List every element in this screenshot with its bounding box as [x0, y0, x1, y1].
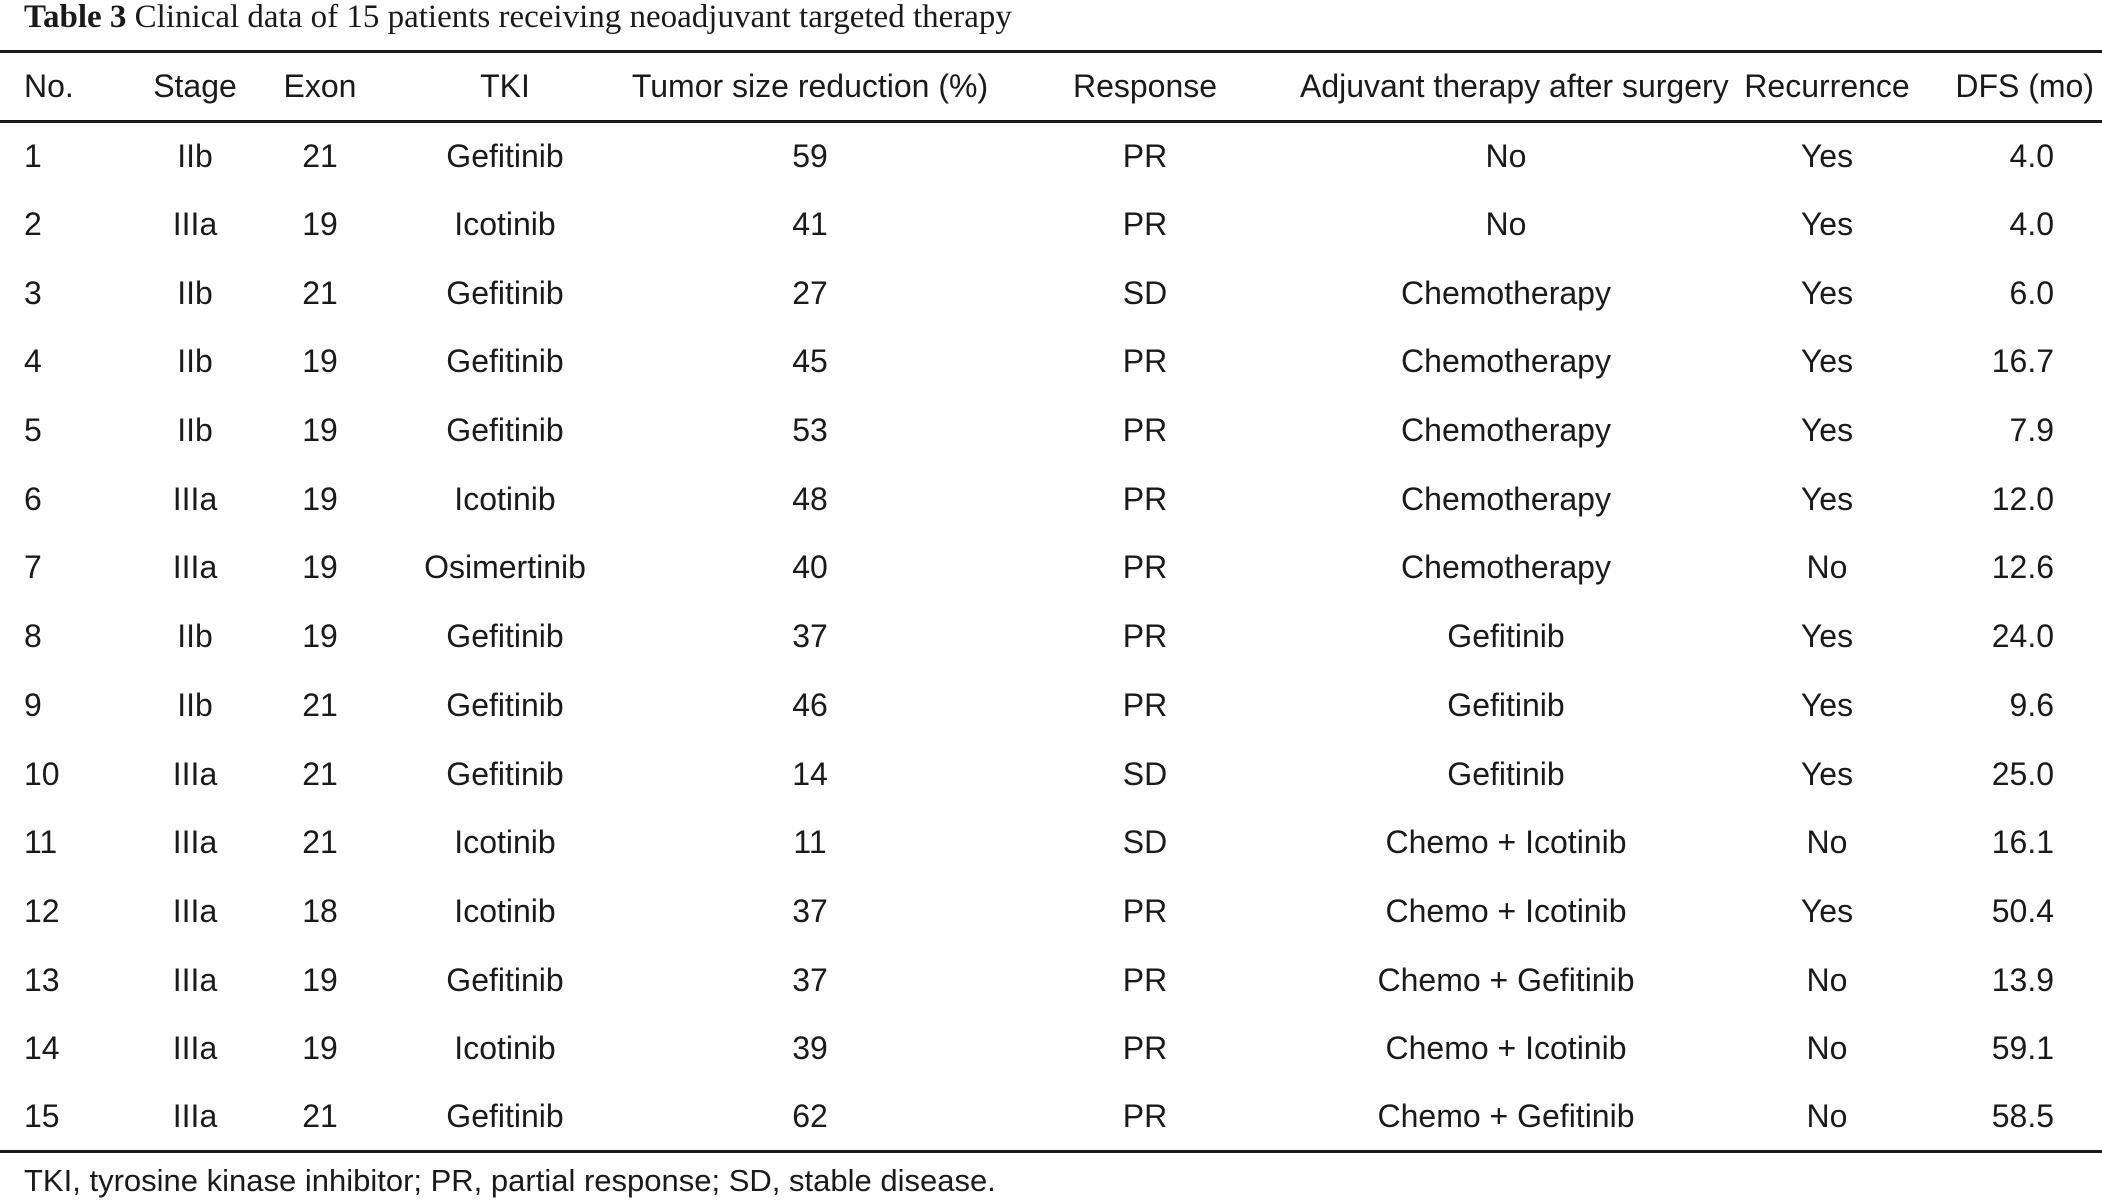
table-row: [0, 259, 2102, 328]
cell-dfs: 6.0: [2009, 274, 2054, 311]
table-row: [0, 190, 2102, 259]
cell-recurrence: Yes: [1800, 343, 1854, 380]
cell-no: 3: [24, 274, 42, 311]
cell-stage: IIIa: [172, 755, 218, 792]
cell-response: SD: [1122, 755, 1168, 792]
cell-response: PR: [990, 1083, 1300, 1152]
cell-recurrence: Yes: [1800, 206, 1854, 243]
cell-recurrence: Yes: [1800, 480, 1854, 517]
cell-dfs: 4.0: [2009, 206, 2054, 243]
header-tumor-size-reduction: Tumor size reduction (%): [630, 52, 990, 122]
cell-exon: 21: [302, 138, 338, 175]
cell-adjuvant-therapy: Chemotherapy: [1401, 343, 1611, 380]
cell-exon: 21: [260, 1083, 380, 1152]
cell-recurrence: No: [1806, 961, 1848, 998]
cell-tki: Gefitinib: [380, 1083, 630, 1152]
cell-no: 2: [24, 206, 42, 243]
cell-tki: Gefitinib: [446, 412, 564, 449]
cell-response: PR: [1122, 138, 1168, 175]
cell-tki: Gefitinib: [446, 686, 564, 723]
cell-exon: 21: [302, 686, 338, 723]
cell-no: 9: [24, 686, 42, 723]
cell-no: 1: [24, 138, 42, 175]
table-row: [0, 1014, 2102, 1083]
cell-stage: IIb: [177, 412, 213, 449]
cell-tumor-size-reduction: 41: [792, 206, 828, 243]
cell-dfs: 13.9: [1991, 961, 2054, 998]
header-exon: Exon: [260, 52, 380, 122]
cell-tumor-size-reduction: 27: [792, 274, 828, 311]
cell-dfs: 12.0: [1991, 480, 2054, 517]
cell-tumor-size-reduction: 40: [792, 549, 828, 586]
cell-response: PR: [1122, 412, 1168, 449]
cell-tki: Gefitinib: [446, 961, 564, 998]
cell-tki: Gefitinib: [446, 343, 564, 380]
cell-stage: IIIa: [172, 206, 218, 243]
cell-tumor-size-reduction: 14: [792, 755, 828, 792]
table-row: [0, 808, 2102, 877]
cell-stage: IIb: [177, 343, 213, 380]
clinical-data-table: [0, 50, 2102, 1153]
cell-tumor-size-reduction: 11: [793, 824, 827, 861]
cell-tki: Osimertinib: [424, 549, 586, 586]
table-header-row: [0, 52, 2102, 122]
cell-tki: Icotinib: [454, 1030, 556, 1067]
cell-dfs: 16.7: [1991, 343, 2054, 380]
cell-tki: Icotinib: [454, 480, 556, 517]
cell-adjuvant-therapy: Chemo + Icotinib: [1385, 824, 1627, 861]
cell-recurrence: Yes: [1800, 892, 1854, 929]
header-response: Response: [990, 52, 1300, 122]
cell-recurrence: Yes: [1800, 274, 1854, 311]
cell-dfs: 4.0: [2009, 138, 2054, 175]
cell-tumor-size-reduction: 62: [630, 1083, 990, 1152]
header-recurrence: Recurrence: [1712, 52, 1942, 122]
cell-response: PR: [1122, 206, 1168, 243]
cell-adjuvant-therapy: Gefitinib: [1447, 686, 1565, 723]
cell-adjuvant-therapy: Chemo + Gefitinib: [1300, 1083, 1712, 1152]
cell-no: 4: [24, 343, 42, 380]
table-caption: [24, 0, 1012, 38]
cell-stage: IIb: [177, 686, 213, 723]
table-row: [0, 671, 2102, 740]
cell-tki: Icotinib: [454, 824, 556, 861]
cell-no: 5: [24, 412, 42, 449]
cell-dfs: 12.6: [1991, 549, 2054, 586]
cell-exon: 19: [302, 412, 338, 449]
cell-dfs: 16.1: [1991, 824, 2054, 861]
cell-response: PR: [1122, 1030, 1168, 1067]
cell-adjuvant-therapy: No: [1485, 138, 1527, 175]
cell-no: 14: [24, 1030, 60, 1067]
cell-no: 15: [0, 1083, 130, 1152]
cell-exon: 19: [302, 343, 338, 380]
cell-recurrence: No: [1806, 549, 1848, 586]
cell-no: 6: [24, 480, 42, 517]
cell-tki: Icotinib: [454, 892, 556, 929]
cell-tumor-size-reduction: 39: [792, 1030, 828, 1067]
cell-tumor-size-reduction: 53: [792, 412, 828, 449]
cell-stage: IIb: [177, 274, 213, 311]
cell-dfs: 24.0: [1991, 618, 2054, 655]
table-row: [0, 1083, 2102, 1152]
cell-dfs: 25.0: [1991, 755, 2054, 792]
cell-exon: 19: [302, 549, 338, 586]
header-tki: TKI: [380, 52, 630, 122]
cell-tki: Icotinib: [454, 206, 556, 243]
cell-stage: IIb: [177, 138, 213, 175]
cell-recurrence: No: [1712, 1083, 1942, 1152]
cell-adjuvant-therapy: Chemotherapy: [1401, 480, 1611, 517]
cell-dfs: 59.1: [1991, 1030, 2054, 1067]
cell-adjuvant-therapy: Chemo + Gefitinib: [1377, 961, 1635, 998]
cell-adjuvant-therapy: Chemo + Icotinib: [1385, 892, 1627, 929]
cell-adjuvant-therapy: Chemotherapy: [1401, 549, 1611, 586]
cell-no: 10: [24, 755, 60, 792]
cell-tumor-size-reduction: 46: [792, 686, 828, 723]
cell-tumor-size-reduction: 59: [792, 138, 828, 175]
cell-response: PR: [1122, 343, 1168, 380]
cell-dfs: 9.6: [2009, 686, 2054, 723]
table-row: [0, 740, 2102, 809]
cell-adjuvant-therapy: Gefitinib: [1447, 755, 1565, 792]
cell-tki: Gefitinib: [446, 138, 564, 175]
header-no: No.: [0, 52, 130, 122]
header-adjuvant-therapy: Adjuvant therapy after surgery: [1300, 52, 1712, 122]
cell-tumor-size-reduction: 37: [792, 618, 828, 655]
table-row: [0, 465, 2102, 534]
cell-recurrence: Yes: [1800, 138, 1854, 175]
cell-response: PR: [1122, 549, 1168, 586]
cell-exon: 19: [302, 480, 338, 517]
table-row: [0, 602, 2102, 671]
cell-stage: IIb: [177, 618, 213, 655]
cell-tki: Gefitinib: [446, 274, 564, 311]
cell-stage: IIIa: [172, 1030, 218, 1067]
cell-stage: IIIa: [172, 549, 218, 586]
table-body: [0, 122, 2102, 1152]
cell-dfs: 7.9: [2009, 412, 2054, 449]
cell-exon: 19: [302, 1030, 338, 1067]
cell-no: 11: [24, 824, 58, 861]
cell-response: PR: [1122, 480, 1168, 517]
table-row: [0, 396, 2102, 465]
clinical-data-table-container: [0, 50, 2102, 1153]
cell-recurrence: Yes: [1800, 686, 1854, 723]
cell-no: 8: [24, 618, 42, 655]
table-row: [0, 534, 2102, 603]
table-row: [0, 877, 2102, 946]
cell-response: PR: [1122, 686, 1168, 723]
header-stage: Stage: [130, 52, 260, 122]
cell-no: 13: [24, 961, 60, 998]
table-row: [0, 328, 2102, 397]
cell-tki: Gefitinib: [446, 618, 564, 655]
cell-stage: IIIa: [172, 892, 218, 929]
cell-recurrence: Yes: [1800, 618, 1854, 655]
table-row: [0, 122, 2102, 191]
cell-exon: 19: [302, 206, 338, 243]
cell-recurrence: No: [1806, 824, 1848, 861]
cell-exon: 19: [302, 618, 338, 655]
cell-exon: 18: [302, 892, 338, 929]
table-footnote: TKI, tyrosine kinase inhibitor; PR, partial response; SD, stable disease.: [24, 1163, 996, 1198]
cell-recurrence: Yes: [1800, 755, 1854, 792]
cell-adjuvant-therapy: Chemotherapy: [1401, 412, 1611, 449]
cell-tumor-size-reduction: 48: [792, 480, 828, 517]
cell-tumor-size-reduction: 37: [792, 961, 828, 998]
cell-no: 7: [24, 549, 42, 586]
cell-adjuvant-therapy: Chemo + Icotinib: [1385, 1030, 1627, 1067]
cell-dfs: 58.5: [1942, 1083, 2102, 1152]
cell-dfs: 50.4: [1991, 892, 2054, 929]
cell-response: SD: [1122, 274, 1168, 311]
cell-exon: 19: [302, 961, 338, 998]
header-dfs: DFS (mo): [1942, 52, 2102, 122]
caption-text: Clinical data of 15 patients receiving neoadjuvant targeted therapy: [134, 0, 1012, 35]
cell-response: PR: [1122, 961, 1168, 998]
cell-adjuvant-therapy: No: [1485, 206, 1527, 243]
cell-adjuvant-therapy: Chemotherapy: [1401, 274, 1611, 311]
cell-tumor-size-reduction: 45: [792, 343, 828, 380]
cell-response: PR: [1122, 892, 1168, 929]
cell-no: 12: [24, 892, 60, 929]
cell-recurrence: No: [1806, 1030, 1848, 1067]
cell-adjuvant-therapy: Gefitinib: [1447, 618, 1565, 655]
cell-exon: 21: [302, 824, 338, 861]
cell-exon: 21: [302, 755, 338, 792]
cell-response: SD: [1122, 824, 1168, 861]
cell-response: PR: [1122, 618, 1168, 655]
cell-recurrence: Yes: [1800, 412, 1854, 449]
cell-tki: Gefitinib: [446, 755, 564, 792]
cell-tumor-size-reduction: 37: [792, 892, 828, 929]
table-row: [0, 946, 2102, 1015]
cell-exon: 21: [302, 274, 338, 311]
cell-stage: IIIa: [172, 480, 218, 517]
cell-stage: IIIa: [172, 824, 218, 861]
caption-label: Table 3: [24, 0, 127, 35]
cell-stage: IIIa: [130, 1083, 260, 1152]
cell-stage: IIIa: [172, 961, 218, 998]
